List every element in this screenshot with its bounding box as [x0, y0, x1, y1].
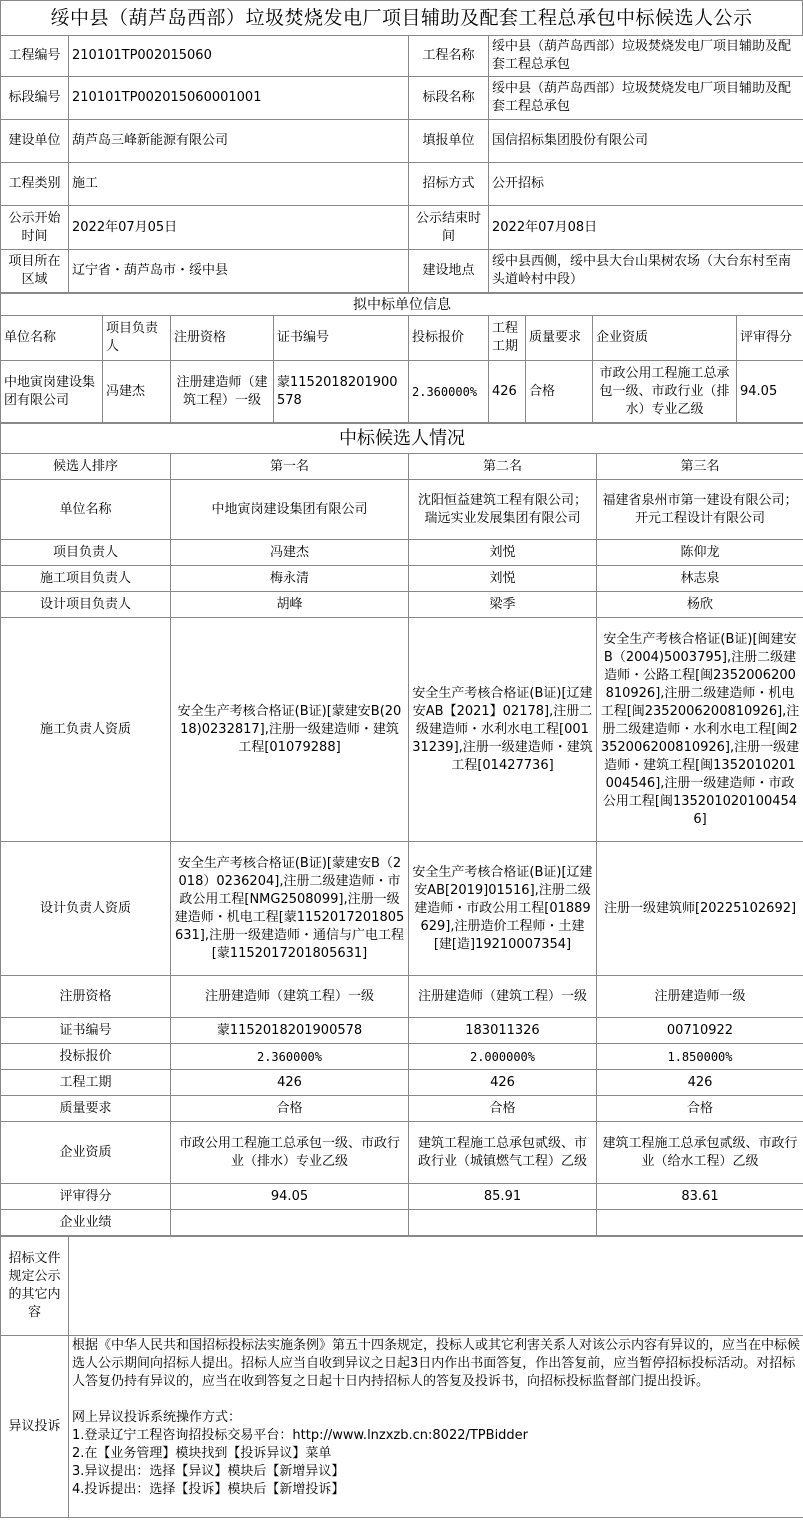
performance-first: [171, 1210, 409, 1236]
construction-qualification-third: 安全生产考核合格证(B证)[闽建安B（2004)5003795],注册二级建造师・公路工程[闽2352006200810926],注册二级建造师・机电工程[闽2352006200810926],注册二级建造师・水利水电工程[闽2352006200810926],注册一级建造师・建筑工程[闽1352010201004546],注册一级建造师・市政公用工程[闽1352010201004546]: [597, 618, 803, 842]
other-content-value: [69, 1237, 803, 1336]
quality-second: 合格: [409, 1096, 597, 1122]
project-name-label: 工程名称: [409, 36, 489, 77]
proposed-header-period: 工程工期: [489, 316, 526, 361]
proposed-header-cert: 证书编号: [274, 316, 409, 361]
step-complaint: 4.投诉提出：选择【投诉】模块后【新增投诉】: [72, 1482, 345, 1497]
type-value: 施工: [69, 163, 409, 206]
quality-third: 合格: [597, 1096, 803, 1122]
end-value: 2022年07月08日: [489, 206, 803, 250]
page-title: 绥中县（葫芦岛西部）垃圾焚烧发电厂项目辅助及配套工程总承包中标候选人公示: [0, 0, 803, 35]
construction-manager-first: 梅永清: [171, 566, 409, 592]
design-qualification-second: 安全生产考核合格证(B证)[辽建安AB[2019]01516],注册二级建造师・市政公用工程[01889629],注册造价工程师・土建[建[造]19210007354]: [409, 842, 597, 976]
proposed-header-quality: 质量要求: [526, 316, 593, 361]
type-label: 工程类别: [1, 163, 69, 206]
company-second: 沈阳恒益建筑工程有限公司；瑞远实业发展集团有限公司: [409, 480, 597, 540]
period-third: 426: [597, 1070, 803, 1096]
method-value: 公开招标: [489, 163, 803, 206]
end-label: 公示结束时间: [409, 206, 489, 250]
construction-manager-second: 刘悦: [409, 566, 597, 592]
proposed-header-score: 评审得分: [737, 316, 803, 361]
enterprise-first: 市政公用工程施工总承包一级、市政行业（排水）专业乙级: [171, 1122, 409, 1184]
performance-label: 企业业绩: [1, 1210, 171, 1236]
proposed-enterprise: 市政公用工程施工总承包一级、市政行业（排水）专业乙级: [593, 361, 737, 423]
step-objection: 3.异议提出：选择【异议】模块后【新增异议】: [72, 1464, 345, 1479]
period-second: 426: [409, 1070, 597, 1096]
design-qualification-label: 设计负责人资质: [1, 842, 171, 976]
construction-qualification-second: 安全生产考核合格证(B证)[辽建安AB【2021】02178],注册二级建造师・水利水电工程[00131239],注册一级建造师・建筑工程[01427736]: [409, 618, 597, 842]
cert-third: 00710922: [597, 1018, 803, 1044]
section-name-value: 绥中县（葫芦岛西部）垃圾焚烧发电厂项目辅助及配套工程总承包: [489, 77, 803, 120]
design-manager-first: 胡峰: [171, 592, 409, 618]
objection-content: [69, 1336, 803, 1518]
cert-second: 183011326: [409, 1018, 597, 1044]
section-no-value: 210101TP002015060001001: [69, 77, 409, 120]
online-complaint-title: 网上异议投诉系统操作方式：: [72, 1410, 242, 1425]
objection-steps: [72, 1427, 800, 1499]
region-value: 辽宁省・葫芦岛市・绥中县: [69, 250, 409, 293]
proposed-header-manager: 项目负责人: [103, 316, 171, 361]
project-no-value: 210101TP002015060: [69, 36, 409, 77]
proposed-header-price: 投标报价: [409, 316, 489, 361]
score-third: 83.61: [597, 1184, 803, 1210]
manager-third: 陈仰龙: [597, 540, 803, 566]
section-name-label: 标段名称: [409, 77, 489, 120]
company-label: 单位名称: [1, 480, 171, 540]
proposed-manager: 冯建杰: [103, 361, 171, 423]
step-find-menu: 2.在【业务管理】模块找到【投诉异议】菜单: [72, 1446, 332, 1461]
enterprise-second: 建筑工程施工总承包贰级、市政行业（城镇燃气工程）乙级: [409, 1122, 597, 1184]
quality-label: 质量要求: [1, 1096, 171, 1122]
proposed-header-enterprise: 企业资质: [593, 316, 737, 361]
proposed-quality: 合格: [526, 361, 593, 423]
design-qualification-first: 安全生产考核合格证(B证)[蒙建安B（2018）0236204],注册二级建造师・市政公用工程[NMG2508099],注册一级建造师・机电工程[蒙1152017201805631],注册一级建造师・通信与广电工程[蒙1152017201805631]: [171, 842, 409, 976]
objection-label: 异议投诉: [1, 1336, 69, 1518]
builder-label: 建设单位: [1, 120, 69, 163]
price-first: 2.360000%: [171, 1044, 409, 1070]
proposed-score: 94.05: [737, 361, 803, 423]
proposed-header-qualification: 注册资格: [171, 316, 274, 361]
project-no-label: 工程编号: [1, 36, 69, 77]
other-info-table: [0, 1236, 803, 1518]
method-label: 招标方式: [409, 163, 489, 206]
location-value: 绥中县西侧，绥中县大台山果树农场（大台东村至南头道岭村中段）: [489, 250, 803, 293]
rank-label: 候选人排序: [1, 454, 171, 480]
design-manager-label: 设计项目负责人: [1, 592, 171, 618]
company-third: 福建省泉州市第一建设有限公司；开元工程设计有限公司: [597, 480, 803, 540]
enterprise-third: 建筑工程施工总承包贰级、市政行业（给水工程）乙级: [597, 1122, 803, 1184]
construction-qualification-first: 安全生产考核合格证(B证)[蒙建安B(2018)0232817],注册一级建造师・建筑工程[01079288]: [171, 618, 409, 842]
proposed-company: 中地寅岗建设集团有限公司: [1, 361, 103, 423]
construction-manager-third: 林志泉: [597, 566, 803, 592]
design-manager-third: 杨欣: [597, 592, 803, 618]
rank-third: 第三名: [597, 454, 803, 480]
score-second: 85.91: [409, 1184, 597, 1210]
registration-first: 注册建造师（建筑工程）一级: [171, 976, 409, 1018]
project-name-value: 绥中县（葫芦岛西部）垃圾焚烧发电厂项目辅助及配套工程总承包: [489, 36, 803, 77]
rank-first: 第一名: [171, 454, 409, 480]
score-first: 94.05: [171, 1184, 409, 1210]
company-first: 中地寅岗建设集团有限公司: [171, 480, 409, 540]
enterprise-label: 企业资质: [1, 1122, 171, 1184]
manager-label: 项目负责人: [1, 540, 171, 566]
registration-third: 注册建造师一级: [597, 976, 803, 1018]
start-label: 公示开始时间: [1, 206, 69, 250]
cert-first: 蒙1152018201900578: [171, 1018, 409, 1044]
period-label: 工程工期: [1, 1070, 171, 1096]
proposed-section-title: 拟中标单位信息: [1, 294, 803, 316]
objection-paragraph: 根据《中华人民共和国招标投标法实施条例》第五十四条规定，投标人或其它利害关系人对该公示内容有异议的，应当在中标候选人公示期间向招标人提出。招标人应当自收到异议之日起3日内作出书面答复，作出答复前，应当暂停招标投标活动。对招标人答复仍持有异议的，应当在收到答复之日起十日内持招标人的答复及投诉书，向招标投标监督部门提出投诉。: [72, 1338, 801, 1389]
candidates-section-title: 中标候选人情况: [1, 424, 803, 454]
registration-second: 注册建造师（建筑工程）一级: [409, 976, 597, 1018]
performance-second: [409, 1210, 597, 1236]
proposed-header-company: 单位名称: [1, 316, 103, 361]
step-login: 1.登录辽宁工程咨询招投标交易平台：http://www.lnzxzb.cn:8022/TPBidder: [72, 1428, 529, 1443]
cert-label: 证书编号: [1, 1018, 171, 1044]
design-qualification-third: 注册一级建筑师[20225102692]: [597, 842, 803, 976]
section-no-label: 标段编号: [1, 77, 69, 120]
price-label: 投标报价: [1, 1044, 171, 1070]
project-info-table: [0, 35, 803, 293]
price-second: 2.000000%: [409, 1044, 597, 1070]
proposed-qualification: 注册建造师（建筑工程）一级: [171, 361, 274, 423]
other-content-label: 招标文件规定公示的其它内容: [1, 1237, 69, 1336]
score-label: 评审得分: [1, 1184, 171, 1210]
proposed-period: 426: [489, 361, 526, 423]
candidates-table: [0, 423, 803, 1236]
start-value: 2022年07月05日: [69, 206, 409, 250]
proposed-price: 2.360000%: [409, 361, 489, 423]
filler-value: 国信招标集团股份有限公司: [489, 120, 803, 163]
performance-third: [597, 1210, 803, 1236]
builder-value: 葫芦岛三峰新能源有限公司: [69, 120, 409, 163]
registration-label: 注册资格: [1, 976, 171, 1018]
manager-second: 刘悦: [409, 540, 597, 566]
rank-second: 第二名: [409, 454, 597, 480]
region-label: 项目所在区域: [1, 250, 69, 293]
design-manager-second: 梁季: [409, 592, 597, 618]
period-first: 426: [171, 1070, 409, 1096]
proposed-winner-table: [0, 293, 803, 423]
quality-first: 合格: [171, 1096, 409, 1122]
price-third: 1.850000%: [597, 1044, 803, 1070]
location-label: 建设地点: [409, 250, 489, 293]
proposed-cert: 蒙1152018201900578: [274, 361, 409, 423]
filler-label: 填报单位: [409, 120, 489, 163]
construction-manager-label: 施工项目负责人: [1, 566, 171, 592]
manager-first: 冯建杰: [171, 540, 409, 566]
construction-qualification-label: 施工负责人资质: [1, 618, 171, 842]
